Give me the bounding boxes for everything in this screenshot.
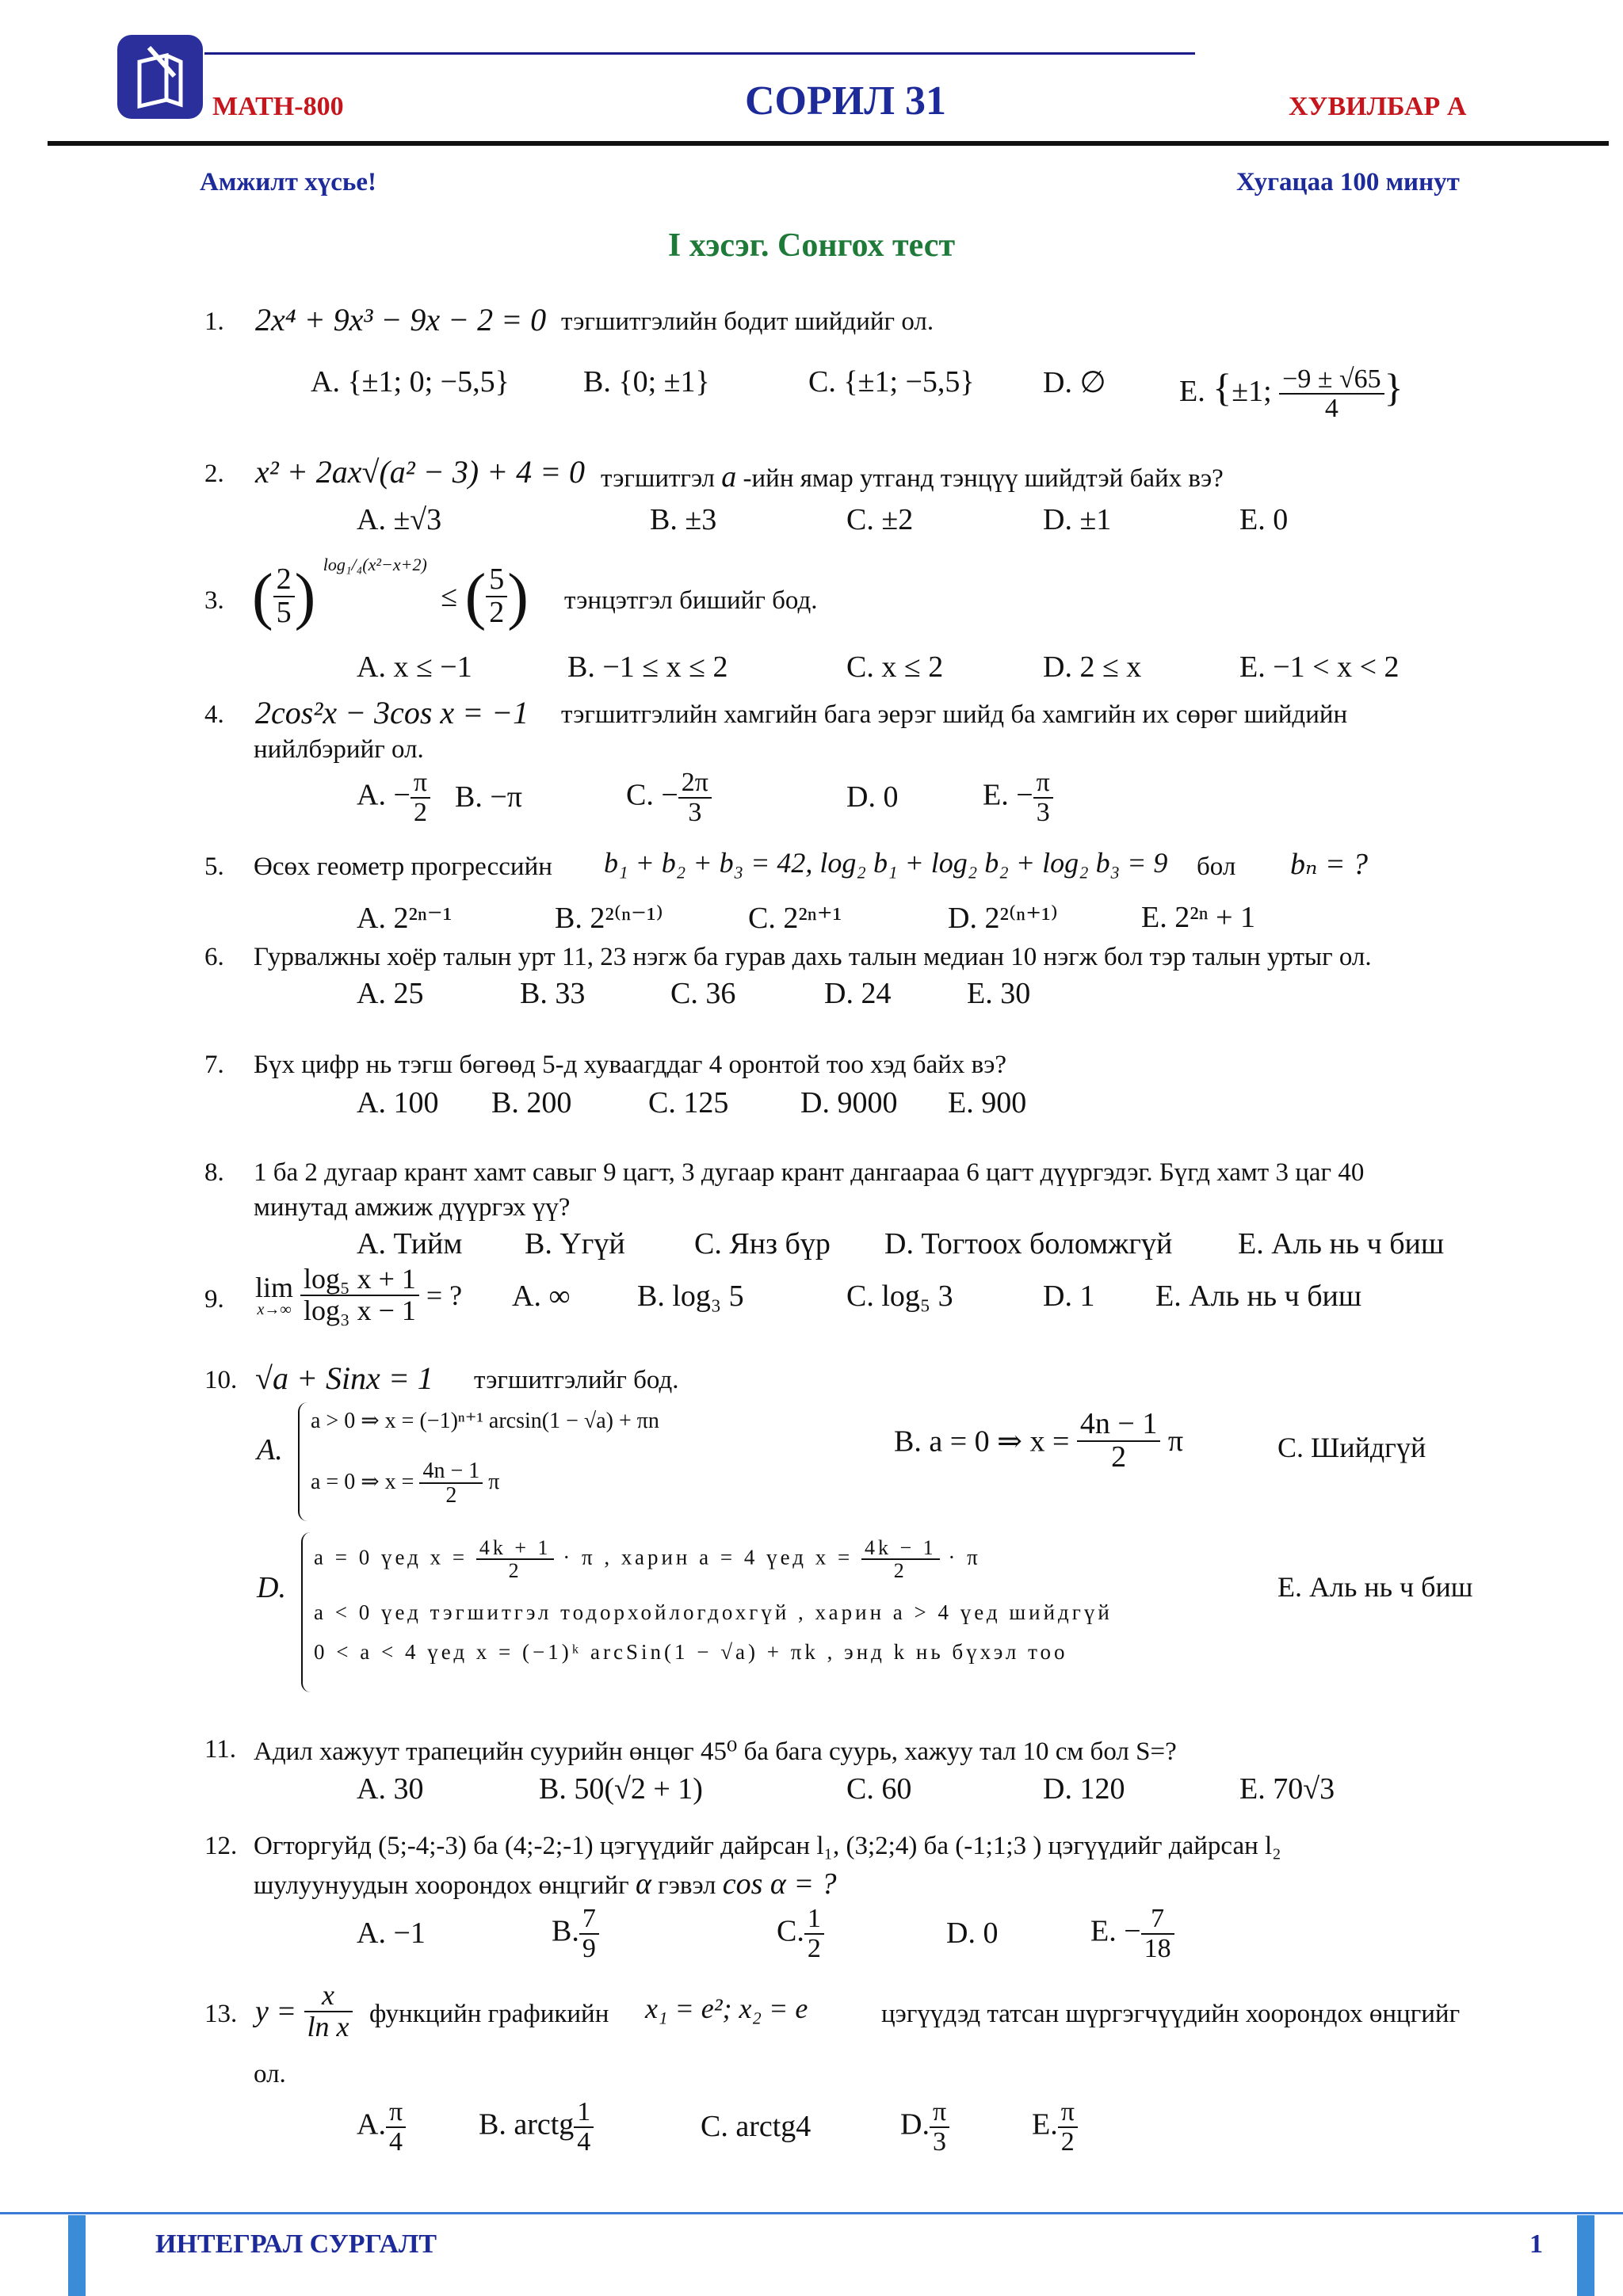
question-text-cont: цэгүүдэд татсан шүргэгчүүдийн хоорондох өнцгийг <box>881 2000 1461 2028</box>
option-d[interactable]: D. Тогтоох боломжгүй <box>884 1227 1173 1261</box>
question-text-cont: ол. <box>254 2060 286 2088</box>
system-line-tail: · π <box>948 1545 981 1569</box>
fraction-denominator: 2 <box>489 596 505 630</box>
system-line <box>314 1537 981 1582</box>
fraction-denominator: 9 <box>582 1933 596 1963</box>
option-a[interactable]: A. ±√3 <box>357 503 442 536</box>
option-c[interactable]: C. log₅ 3 <box>846 1280 953 1313</box>
option-e[interactable]: E. 0 <box>1239 503 1289 536</box>
fraction-numerator: 7 <box>579 1905 599 1935</box>
course-code: MATH-800 <box>212 92 344 121</box>
question-text-part: шулуунуудын хоорондох өнцгийг <box>254 1871 629 1900</box>
options-row <box>0 2098 1623 2174</box>
question-number: 12. <box>204 1832 238 1860</box>
page-title: СОРИЛ 31 <box>745 78 946 124</box>
option-a[interactable]: A. −1 <box>357 1917 426 1950</box>
option-e[interactable]: E. −1 < x < 2 <box>1239 650 1400 684</box>
option-e[interactable]: E. Аль нь ч биш <box>1238 1227 1445 1261</box>
option-a[interactable] <box>357 769 430 826</box>
question-number: 4. <box>204 700 224 729</box>
fraction-denominator: 4 <box>1324 394 1338 424</box>
option-e[interactable] <box>1090 1905 1174 1962</box>
function-expression <box>255 1981 353 2042</box>
option-a[interactable]: A. x ≤ −1 <box>357 650 472 684</box>
logo-icon <box>117 35 203 119</box>
option-b[interactable]: B. {0; ±1} <box>583 365 710 399</box>
fraction-numerator: π <box>1033 769 1053 799</box>
fraction-denominator: 3 <box>688 797 702 827</box>
question-number: 10. <box>204 1366 238 1394</box>
option-c[interactable]: C. 36 <box>670 977 736 1010</box>
question-number: 1. <box>204 307 224 336</box>
option-label: A. − <box>357 778 411 812</box>
system-line-text: · π , харин a = 4 үед x = <box>563 1545 854 1569</box>
option-e[interactable]: E. {±1; $\frac{-9 \pm √65}{4}$ } <box>1179 364 1403 424</box>
option-e[interactable]: E. Аль нь ч биш <box>1277 1571 1473 1603</box>
option-d[interactable]: D. 120 <box>1043 1772 1125 1806</box>
option-e[interactable]: E. 900 <box>948 1086 1027 1119</box>
question-text <box>601 460 1224 494</box>
fraction-numerator: log₅ x + 1 <box>300 1264 419 1296</box>
option-e[interactable]: E. Аль нь ч биш <box>1155 1280 1362 1313</box>
option-d[interactable]: D. 2 ≤ x <box>1043 650 1142 684</box>
option-b[interactable] <box>479 2098 594 2156</box>
fraction-denominator: 2 <box>413 797 427 827</box>
system-line-text: a = 0 үед x = <box>314 1545 468 1569</box>
option-label: E. − <box>1090 1914 1141 1948</box>
options-row <box>0 1226 1623 1268</box>
options-row <box>0 1085 1623 1127</box>
option-d[interactable]: D. 0 <box>946 1917 999 1950</box>
question-text: Огторгуйд (5;-4;-3) ба (4;-2;-1) цэгүүдийг дайрсан l₁, (3;2;4) ба (-1;1;3 ) цэгүүдийг дайрсан l₂ <box>254 1832 1281 1860</box>
footer-bar-right <box>1577 2215 1594 2296</box>
system-brace <box>298 1402 307 1521</box>
option-c[interactable] <box>777 1905 824 1962</box>
fraction-numerator: 4k − 1 <box>861 1537 940 1560</box>
footer-rule <box>0 2212 1623 2214</box>
question-number: 9. <box>204 1285 224 1314</box>
option-label: B. arctg <box>479 2107 575 2142</box>
option-b[interactable]: B. ±3 <box>650 503 717 536</box>
options-row <box>0 361 1623 433</box>
option-c[interactable]: C. 125 <box>648 1086 729 1119</box>
fraction-denominator: 4 <box>389 2126 403 2157</box>
equation: bₙ = ? <box>1290 848 1369 881</box>
option-e[interactable]: E. 30 <box>967 977 1031 1010</box>
option-a[interactable]: A. <box>257 1433 283 1466</box>
fraction-denominator: 2 <box>1111 1440 1127 1474</box>
question-text: Бүх цифр нь тэгш бөгөөд 5-д хуваагддаг 4 оронтой тоо хэд байх вэ? <box>254 1051 1007 1079</box>
question-number: 2. <box>204 460 224 488</box>
option-a[interactable]: A. ∞ <box>512 1280 571 1313</box>
option-label: E. <box>1032 2107 1058 2142</box>
option-a[interactable]: A. 2²ⁿ⁻¹ <box>357 902 453 935</box>
fraction-numerator: 1 <box>574 2098 594 2128</box>
fraction-denominator: 18 <box>1144 1933 1171 1963</box>
options-row <box>0 1905 1623 1981</box>
question-text-part: гэвэл <box>658 1871 716 1900</box>
system-line: 0 < a < 4 үед x = (−1)ᵏ arcSin(1 − √a) + πk , энд k нь бүхэл тоо <box>314 1640 1068 1664</box>
variable: α <box>635 1867 651 1901</box>
system-line: a > 0 ⇒ x = (−1)ⁿ⁺¹ arcsin(1 − √a) + πn <box>311 1409 659 1433</box>
option-a[interactable]: A. {±1; 0; −5,5} <box>311 365 510 399</box>
question-text: тэгшитгэлийн бодит шийдийг ол. <box>561 307 934 336</box>
fraction-numerator: π <box>386 2098 406 2128</box>
option-a[interactable]: A. 30 <box>357 1772 424 1806</box>
function-prefix: y = <box>255 1994 297 2028</box>
fraction-numerator: 7 <box>1141 1905 1174 1935</box>
question-text-cont: минутад амжиж дүүргэх үү? <box>254 1193 571 1222</box>
section-title: I хэсэг. Сонгох тест <box>667 227 956 264</box>
fraction-numerator: 5 <box>486 564 507 597</box>
variable: a <box>721 460 737 494</box>
limit-symbol: lim <box>255 1271 294 1303</box>
system-line: a < 0 үед тэгшитгэл тодорхойлогдохгүй , харин a > 4 үед шийдгүй <box>314 1600 1113 1624</box>
footer-brand: ИНТЕГРАЛ СУРГАЛТ <box>155 2229 437 2259</box>
limit-subscript: x→∞ <box>257 1300 292 1318</box>
options-row <box>0 769 1623 845</box>
question-text: 1 ба 2 дугаар крант хамт савыг 9 цагт, 3 дугаар крант дангаараа 6 цагт дүүргэдэг. Бүгд хамт 3 цаг 40 <box>254 1158 1365 1187</box>
fraction-denominator: ln x <box>307 2010 349 2042</box>
option-e[interactable]: E. 2²ⁿ + 1 <box>1141 901 1256 934</box>
system-line-tail: π <box>488 1469 500 1494</box>
option-b[interactable]: B. Үгүй <box>525 1227 625 1261</box>
option-c[interactable]: C. ±2 <box>846 503 914 536</box>
options-row <box>0 976 1623 1017</box>
option-b[interactable]: B. −1 ≤ x ≤ 2 <box>567 650 728 684</box>
option-label: C. <box>777 1914 804 1948</box>
option-c[interactable]: C. Янз бүр <box>694 1227 831 1261</box>
fraction-denominator: 3 <box>1036 797 1050 827</box>
option-e[interactable] <box>1032 2098 1078 2156</box>
options-row <box>0 650 1623 694</box>
option-c[interactable]: C. 2²ⁿ⁺¹ <box>748 902 842 935</box>
question-text: Өсөх геометр прогрессийн <box>254 852 552 881</box>
equation: 2cos²x − 3cos x = −1 <box>255 695 529 730</box>
fraction-denominator: 2 <box>807 1933 821 1963</box>
option-d[interactable]: D. ±1 <box>1043 503 1112 536</box>
fraction-numerator: π <box>411 769 430 799</box>
option-c[interactable]: C. arctg4 <box>701 2110 812 2143</box>
fraction-numerator: 1 <box>804 1905 824 1935</box>
option-a[interactable]: A. 25 <box>357 977 424 1010</box>
fraction-numerator: 2π <box>678 769 712 799</box>
options-row <box>0 1772 1623 1816</box>
option-d[interactable]: D. ∅ <box>1043 366 1106 399</box>
equation: 2x⁴ + 9x³ − 9x − 2 = 0 <box>255 302 547 338</box>
header-rule <box>204 52 1195 55</box>
option-b[interactable]: B. 200 <box>491 1086 572 1119</box>
question-number: 6. <box>204 943 224 971</box>
system-line <box>311 1459 499 1508</box>
question-number: 11. <box>204 1735 237 1764</box>
option-tail: π <box>1167 1424 1184 1458</box>
option-a[interactable]: A. 100 <box>357 1086 439 1119</box>
question-number: 5. <box>204 852 224 881</box>
fraction-denominator: 2 <box>1060 2126 1075 2157</box>
fraction-numerator: 2 <box>273 564 295 597</box>
option-a[interactable]: A. Тийм <box>357 1227 463 1261</box>
question-number: 7. <box>204 1051 224 1079</box>
option-c[interactable]: C. Шийдгүй <box>1277 1432 1426 1463</box>
inequality: ( $\frac{2}{5}$ ) $^{log_1/_4(x^2-x+2)}$ ≤ ( $\frac{5}{2}$ ) <box>252 555 529 631</box>
option-label: A. <box>357 2107 386 2142</box>
fraction-denominator: 2 <box>893 1559 907 1583</box>
option-d[interactable]: D. <box>257 1571 286 1604</box>
question-text: тэгшитгэлийг бод. <box>474 1366 679 1394</box>
options-row <box>0 502 1623 547</box>
option-d[interactable]: D. 9000 <box>800 1086 898 1119</box>
option-a[interactable] <box>357 2098 406 2156</box>
option-e-prefix: ±1; <box>1232 375 1272 408</box>
option-label: E. − <box>983 778 1033 812</box>
question-text: тэнцэтгэл бишийг бод. <box>564 586 818 615</box>
option-label: C. − <box>626 778 678 812</box>
option-d[interactable]: D. 0 <box>846 780 899 814</box>
equation: cos α = ? <box>722 1867 837 1901</box>
option-label: B. a = 0 ⇒ x = <box>894 1425 1070 1459</box>
duration: Хугацаа 100 минут <box>1236 168 1460 196</box>
question-text: тэгшитгэлийн хамгийн бага эерэг шийд ба хамгийн их сөрөг шийдийн <box>561 700 1348 729</box>
relation: ≤ <box>441 580 458 614</box>
question-text-cont: нийлбэрийг ол. <box>254 735 424 764</box>
option-d[interactable]: D. 24 <box>824 977 892 1010</box>
fraction-denominator: 3 <box>933 2126 947 2157</box>
header-bar <box>48 141 1609 146</box>
fraction-numerator: −9 ± √65 <box>1279 365 1384 395</box>
fraction-denominator: 4 <box>577 2126 591 2157</box>
option-b[interactable]: B. 33 <box>520 977 586 1010</box>
equation: x² + 2ax√(a² − 3) + 4 = 0 <box>255 454 586 490</box>
options-row <box>0 900 1623 944</box>
equals-question: = ? <box>426 1279 463 1311</box>
question-text-part: -ийн ямар утганд тэнцүү шийдтэй байх вэ? <box>743 464 1224 493</box>
option-b[interactable]: B. 50(√2 + 1) <box>539 1772 703 1806</box>
equation: b₁ + b₂ + b₃ = 42, log₂ b₁ + log₂ b₂ + log₂ b₃ = 9 <box>604 847 1168 879</box>
option-c[interactable]: C. x ≤ 2 <box>846 650 944 684</box>
option-b[interactable] <box>552 1905 599 1962</box>
option-label: E. <box>1179 375 1205 408</box>
option-e[interactable] <box>983 769 1053 826</box>
fraction-denominator: 5 <box>276 596 292 630</box>
system-brace <box>301 1532 311 1692</box>
option-label: D. <box>900 2107 930 2142</box>
question-number: 13. <box>204 2000 238 2028</box>
option-d[interactable]: D. 1 <box>1043 1280 1095 1313</box>
footer-bar-left <box>68 2215 86 2296</box>
question-number: 8. <box>204 1158 224 1187</box>
fraction-denominator: log₃ x − 1 <box>304 1294 416 1326</box>
variant-label: ХУВИЛБАР А <box>1289 92 1467 121</box>
option-e[interactable]: E. 70√3 <box>1239 1772 1335 1806</box>
fraction-denominator: 2 <box>445 1483 457 1508</box>
option-b[interactable]: B. log₃ 5 <box>637 1280 744 1313</box>
equation: √a + Sinx = 1 <box>255 1360 433 1396</box>
option-c[interactable]: C. {±1; −5,5} <box>808 365 975 399</box>
question-text: функцийн графикийн <box>369 2000 609 2028</box>
fraction-denominator: 2 <box>508 1559 522 1583</box>
option-d[interactable] <box>900 2098 949 2156</box>
equation: x₁ = e²; x₂ = e <box>645 1993 808 2024</box>
question-text-part: бол <box>1197 852 1236 881</box>
question-text: Адил хажуут трапецийн суурийн өнцөг 45⁰ ба бага суурь, хажуу тал 10 см бол S=? <box>254 1737 1177 1766</box>
option-d[interactable]: D. 2²⁽ⁿ⁺¹⁾ <box>948 902 1058 935</box>
fraction-numerator: 4n − 1 <box>1077 1409 1160 1442</box>
option-b[interactable]: B. 2²⁽ⁿ⁻¹⁾ <box>555 902 663 935</box>
option-c[interactable] <box>626 769 712 826</box>
system-line-text: a = 0 ⇒ x = <box>311 1469 414 1494</box>
page-number: 1 <box>1529 2229 1543 2259</box>
question-text: Гурвалжны хоёр талын урт 11, 23 нэгж ба гурав дахь талын медиан 10 нэгж бол тэр талын уртыг ол. <box>254 943 1372 971</box>
option-c[interactable]: C. 60 <box>846 1772 912 1806</box>
fraction-numerator: π <box>1058 2098 1078 2128</box>
option-b[interactable] <box>894 1409 1183 1474</box>
fraction-numerator: 4n − 1 <box>419 1459 483 1484</box>
question-text-part: тэгшитгэл <box>601 464 716 493</box>
fraction-numerator: π <box>930 2098 949 2128</box>
option-label: B. <box>552 1914 579 1948</box>
greeting: Амжилт хүсье! <box>200 168 376 196</box>
fraction-numerator: 4k + 1 <box>476 1537 555 1560</box>
question-number: 3. <box>204 586 224 615</box>
question-text-cont <box>254 1867 837 1901</box>
fraction-numerator: x <box>304 1981 353 2012</box>
exponent: log₁/₄(x²−x+2) <box>323 555 427 574</box>
options-row <box>0 1279 1623 1320</box>
option-b[interactable]: B. −π <box>455 780 522 814</box>
